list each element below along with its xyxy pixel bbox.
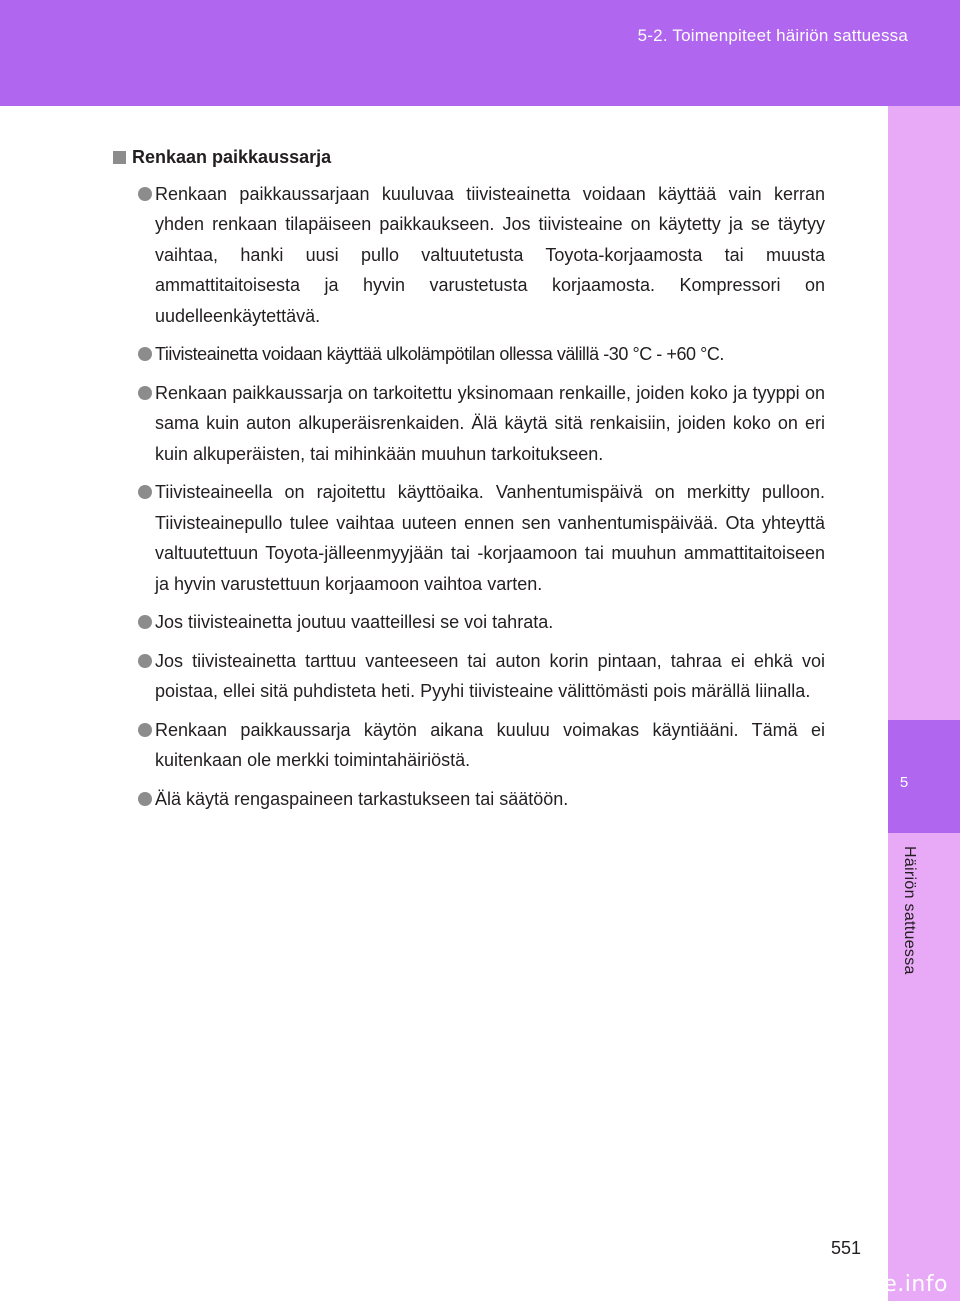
- list-item: [113, 339, 825, 370]
- list-item: [113, 378, 825, 470]
- list-item-text: Jos tiivisteainetta joutuu vaatteillesi se voi tahrata.: [155, 612, 554, 632]
- section-title: 5-2. Toimenpiteet häiriön sattuessa: [637, 26, 908, 45]
- list-item: [113, 477, 825, 599]
- chapter-number: 5: [899, 774, 909, 791]
- section-heading: [113, 142, 825, 173]
- section-heading-text: Renkaan paikkaussarja: [132, 147, 332, 167]
- list-item-text: Renkaan paikkaussarja on tarkoitettu yksinomaan renkaille, joiden koko ja tyyppi on sama kuin auton alkuperäisrenkaiden. Älä käytä sitä renkaisiin, joiden koko on eri kuin alkuperäisten, tai mihinkään muuhun tarkoitukseen.: [155, 382, 825, 464]
- circle-bullet-icon: [138, 347, 152, 361]
- page-number: 551: [831, 1238, 862, 1258]
- list-item: [113, 607, 825, 638]
- list-item-text: Renkaan paikkaussarja käytön aikana kuuluu voimakas käyntiääni. Tämä ei kuitenkaan ole merkki toimintahäiriöstä.: [155, 719, 825, 770]
- circle-bullet-icon: [138, 615, 152, 629]
- circle-bullet-icon: [138, 485, 152, 499]
- circle-bullet-icon: [138, 723, 152, 737]
- circle-bullet-icon: [138, 187, 152, 201]
- list-item: [113, 646, 825, 707]
- header-band: [0, 0, 960, 106]
- page-content: [113, 142, 825, 822]
- list-item-text: Jos tiivisteainetta tarttuu vanteeseen tai auton korin pintaan, tahraa ei ehkä voi poistaa, ellei sitä puhdisteta heti. Pyyhi tiivisteaine välittömästi pois märällä liinalla.: [155, 650, 825, 701]
- list-item-text: Renkaan paikkaussarjaan kuuluvaa tiivisteainetta voidaan käyttää vain kerran yhden renkaan tilapäiseen paikkaukseen. Jos tiivisteaine on käytetty ja se täytyy vaihtaa, hanki uusi pullo valtuutetusta Toyota-korjaamosta tai muusta ammattitaitoisesta ja hyvin varustetusta korjaamosta. Kompressori on uudelleenkäytettävä.: [155, 183, 825, 326]
- bullet-list: [113, 179, 825, 815]
- list-item: [113, 179, 825, 332]
- list-item-text: Tiivisteainetta voidaan käyttää ulkolämpötilan ollessa välillä -30 °C - +60 °C.: [155, 344, 724, 364]
- watermark: carmanualsonline.info: [694, 1272, 948, 1297]
- list-item: [113, 784, 825, 815]
- circle-bullet-icon: [138, 386, 152, 400]
- chapter-name: Häiriön sattuessa: [901, 846, 918, 975]
- circle-bullet-icon: [138, 654, 152, 668]
- side-tab: [888, 106, 960, 1301]
- square-bullet-icon: [113, 151, 126, 164]
- list-item-text: Tiivisteaineella on rajoitettu käyttöaika. Vanhentumispäivä on merkitty pulloon. Tiivisteainepullo tulee vaihtaa uuteen ennen sen vanhentumispäivää. Ota yhteyttä valtuutettuun Toyota-jälleenmyyjään tai -korjaamoon tai muuhun ammattitaitoiseen ja hyvin varustettuun korjaamoon vaihtoa varten.: [155, 482, 825, 594]
- list-item: [113, 715, 825, 776]
- list-item-text: Älä käytä rengaspaineen tarkastukseen tai säätöön.: [155, 788, 569, 809]
- circle-bullet-icon: [138, 792, 152, 806]
